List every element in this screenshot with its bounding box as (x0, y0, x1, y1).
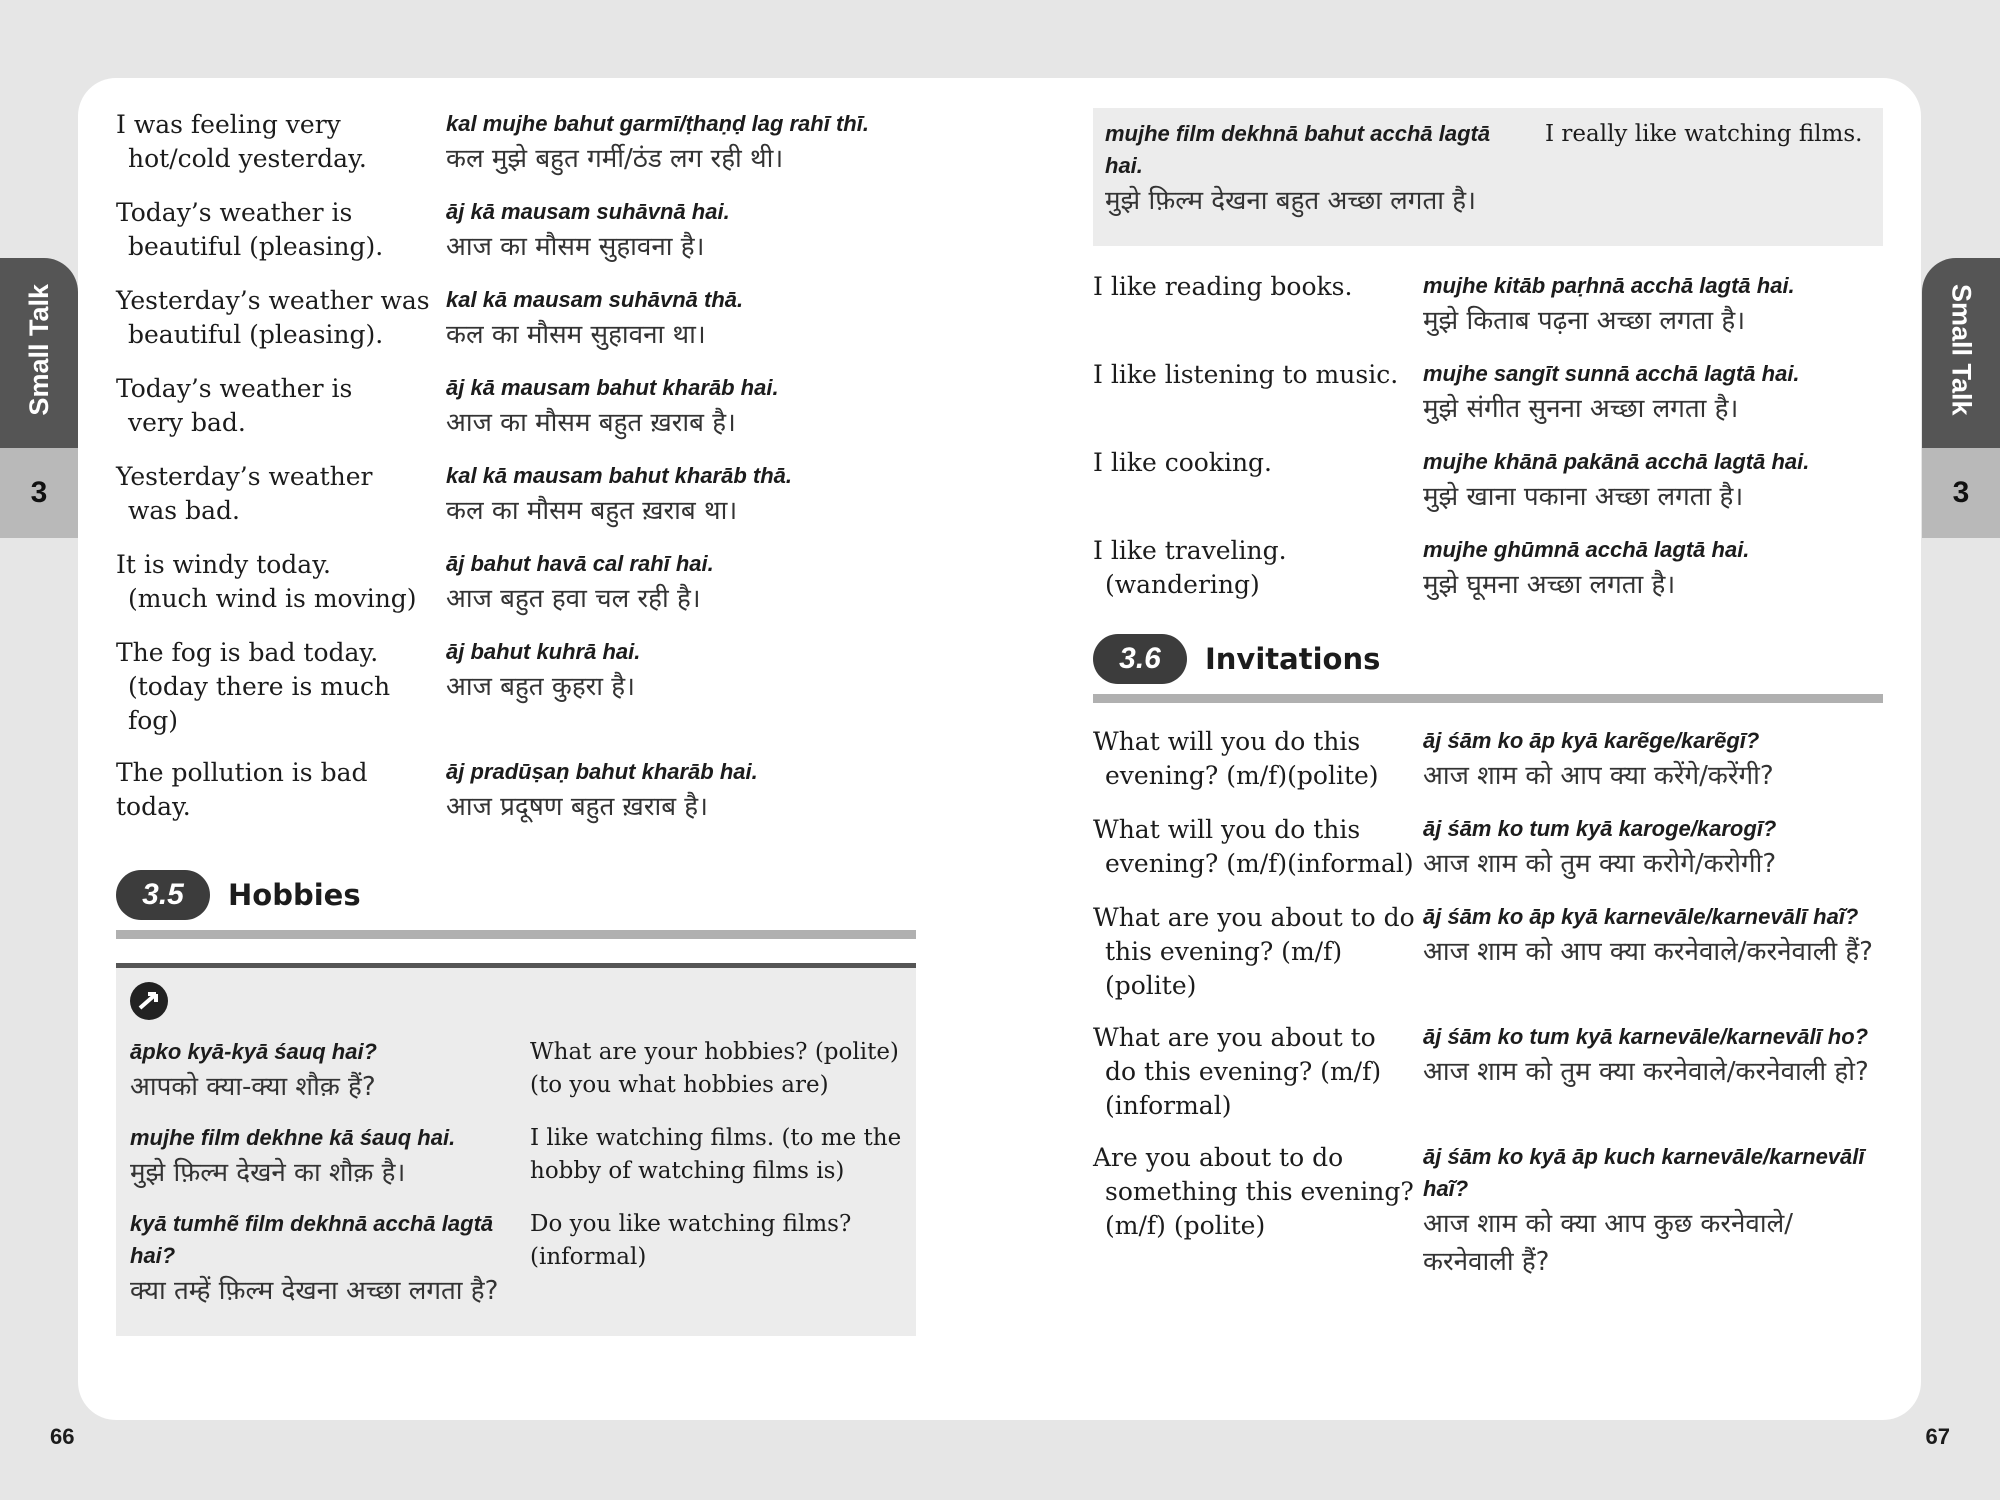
dialogue-line (1105, 118, 1871, 220)
dialogue-line (130, 1122, 902, 1192)
devanagari-text: आज शाम को क्या आप कुछ करनेवाले/करनेवाली हैं? (1423, 1209, 1793, 1277)
devanagari-text: मुझे फ़िल्म देखना बहुत अच्छा लगता है। (1105, 186, 1476, 216)
phrase-entry (116, 372, 916, 442)
devanagari-text: मुझे फ़िल्म देखने का शौक़ है। (130, 1158, 406, 1188)
devanagari-text: मुझे संगीत सुनना अच्छा लगता है। (1423, 394, 1739, 424)
transliteration: mujhe kitāb paṛhnā acchā lagtā hai. (1423, 273, 1795, 298)
transliteration: āj śām ko tum kyā karnevāle/karnevālī ho? (1423, 1024, 1869, 1049)
section-title: Invitations (1205, 642, 1381, 676)
section-number-badge: 3.6 (1093, 634, 1187, 684)
phrase-entry (116, 460, 916, 530)
english-text: Are you about to do (1093, 1143, 1344, 1172)
english-text: The fog is bad today. (116, 638, 379, 667)
phrase-entry (1093, 446, 1883, 516)
transliteration: āj kā mausam bahut kharāb hai. (446, 375, 779, 400)
english-text: I like cooking. (1093, 448, 1273, 477)
devanagari-text: आज बहुत हवा चल रही है। (446, 584, 701, 614)
english-text: this evening? (m/f) (polite) (1105, 937, 1343, 1000)
english-text: hot/cold yesterday. (128, 144, 367, 173)
transliteration: āpko kyā-kyā śauq hai? (130, 1039, 377, 1064)
english-text: What are you about to (1093, 1023, 1376, 1052)
english-text: I like watching films. (to me the hobby of watching films is) (530, 1125, 902, 1184)
transliteration: āj kā mausam suhāvnā hai. (446, 199, 730, 224)
transliteration: mujhe khānā pakānā acchā lagtā hai. (1423, 449, 1810, 474)
devanagari-text: मुझे घूमना अच्छा लगता है। (1423, 570, 1676, 600)
devanagari-text: आज शाम को तुम क्या करनेवाले/करनेवाली हो? (1423, 1057, 1869, 1087)
phrase-entry (116, 284, 916, 354)
phrase-entry (1093, 270, 1883, 340)
right-column (1093, 108, 1883, 1299)
chapter-tab-left (0, 258, 78, 538)
phrase-entry (116, 548, 916, 618)
english-text: Today’s weather is (116, 198, 353, 227)
devanagari-text: कल मुझे बहुत गर्मी/ठंड लग रही थी। (446, 144, 784, 174)
english-text: was bad. (128, 496, 240, 525)
transliteration: kyā tumhẽ film dekhnā acchā lagtā hai? (130, 1211, 494, 1268)
dialogue-box-continued (1093, 108, 1883, 246)
english-text: I like reading books. (1093, 272, 1353, 301)
english-text: do this evening? (m/f) (informal) (1105, 1057, 1382, 1120)
phrase-entry (116, 636, 916, 738)
chapter-tab-label: Small Talk (1946, 284, 1977, 416)
devanagari-text: आज बहुत कुहरा है। (446, 672, 635, 702)
phrase-entry (116, 756, 916, 826)
transliteration: kal kā mausam bahut kharāb thā. (446, 463, 793, 488)
transliteration: āj śām ko kyā āp kuch karnevāle/karnevālī haĩ? (1423, 1144, 1865, 1201)
devanagari-text: आज शाम को आप क्या करेंगे/करेंगी? (1423, 761, 1774, 791)
devanagari-text: आज प्रदूषण बहुत ख़राब है। (446, 792, 708, 822)
chapter-tab-right (1922, 258, 2000, 538)
english-text: I was feeling very (116, 110, 341, 139)
transliteration: āj bahut kuhrā hai. (446, 639, 641, 664)
dialogue-line (130, 1036, 902, 1106)
left-column (116, 108, 916, 1336)
english-text: What are you about to do (1093, 903, 1415, 932)
devanagari-text: कल का मौसम सुहावना था। (446, 320, 706, 350)
devanagari-text: आज का मौसम बहुत ख़राब है। (446, 408, 736, 438)
phrase-entry (116, 196, 916, 266)
transliteration: āj śām ko āp kyā karnevāle/karnevālī haĩ? (1423, 904, 1859, 929)
english-text: What will you do this (1093, 727, 1361, 756)
page-number-right: 67 (1925, 1424, 1950, 1449)
section-heading-invitations (1093, 634, 1883, 684)
transliteration: āj śām ko āp kyā karẽge/karẽgī? (1423, 728, 1760, 753)
devanagari-text: आज का मौसम सुहावना है। (446, 232, 705, 262)
phrase-entry (1093, 1021, 1883, 1123)
english-text: (much wind is moving) (128, 584, 417, 613)
chapter-tab-number: 3 (1922, 448, 2000, 538)
phrase-entry (1093, 901, 1883, 1003)
chapter-tab-label: Small Talk (23, 284, 54, 416)
devanagari-text: मुझे किताब पढ़ना अच्छा लगता है। (1423, 306, 1746, 336)
english-text: What are your hobbies? (polite) (to you what hobbies are) (530, 1039, 899, 1098)
english-text: I really like watching films. (1545, 121, 1863, 147)
english-text: (wandering) (1105, 570, 1260, 599)
devanagari-text: कल का मौसम बहुत ख़राब था। (446, 496, 738, 526)
dialogue-box (116, 963, 916, 1336)
devanagari-text: क्या तम्हें फ़िल्म देखना अच्छा लगता है? (130, 1276, 499, 1306)
english-text: It is windy today. (116, 550, 331, 579)
section-title: Hobbies (228, 878, 361, 912)
devanagari-text: मुझे खाना पकाना अच्छा लगता है। (1423, 482, 1744, 512)
english-text: beautiful (pleasing). (128, 320, 384, 349)
phrase-entry (1093, 358, 1883, 428)
english-text: beautiful (pleasing). (128, 232, 384, 261)
transliteration: mujhe film dekhne kā śauq hai. (130, 1125, 456, 1150)
section-rule (116, 930, 916, 939)
speech-bubble-icon (130, 982, 168, 1020)
transliteration: āj bahut havā cal rahī hai. (446, 551, 714, 576)
english-text: Today’s weather is (116, 374, 353, 403)
transliteration: āj pradūṣaṇ bahut kharāb hai. (446, 759, 758, 784)
english-text: I like listening to music. (1093, 360, 1399, 389)
devanagari-text: आज शाम को तुम क्या करोगे/करोगी? (1423, 849, 1777, 879)
transliteration: kal kā mausam suhāvnā thā. (446, 287, 744, 312)
english-text: evening? (m/f)(informal) (1105, 849, 1414, 878)
devanagari-text: आज शाम को आप क्या करनेवाले/करनेवाली हैं? (1423, 937, 1873, 967)
transliteration: mujhe ghūmnā acchā lagtā hai. (1423, 537, 1750, 562)
english-text: Yesterday’s weather (116, 462, 373, 491)
phrase-entry (1093, 725, 1883, 795)
transliteration: kal mujhe bahut garmī/ṭhaṇḍ lag rahī thī. (446, 111, 869, 136)
phrase-entry (116, 108, 916, 178)
devanagari-text: आपको क्या-क्या शौक़ हैं? (130, 1072, 376, 1102)
phrase-entry (1093, 813, 1883, 883)
english-text: I like traveling. (1093, 536, 1287, 565)
english-text: very bad. (128, 408, 246, 437)
transliteration: mujhe film dekhnā bahut acchā lagtā hai. (1105, 121, 1491, 178)
chapter-tab-number: 3 (0, 448, 78, 538)
phrase-entry (1093, 534, 1883, 604)
english-text: The pollution is bad today. (116, 758, 368, 821)
english-text: (today there is much fog) (128, 672, 391, 735)
phrase-entry (1093, 1141, 1883, 1281)
dialogue-line (130, 1208, 902, 1310)
transliteration: āj śām ko tum kyā karoge/karogī? (1423, 816, 1777, 841)
section-number-badge: 3.5 (116, 870, 210, 920)
section-rule (1093, 694, 1883, 703)
page-number-left: 66 (50, 1424, 75, 1449)
transliteration: mujhe sangīt sunnā acchā lagtā hai. (1423, 361, 1800, 386)
english-text: What will you do this (1093, 815, 1361, 844)
english-text: evening? (m/f)(polite) (1105, 761, 1379, 790)
section-heading-hobbies (116, 870, 916, 920)
english-text: Do you like watching films? (informal) (530, 1211, 852, 1270)
english-text: Yesterday’s weather was (116, 286, 430, 315)
english-text: something this evening? (m/f) (polite) (1105, 1177, 1414, 1240)
